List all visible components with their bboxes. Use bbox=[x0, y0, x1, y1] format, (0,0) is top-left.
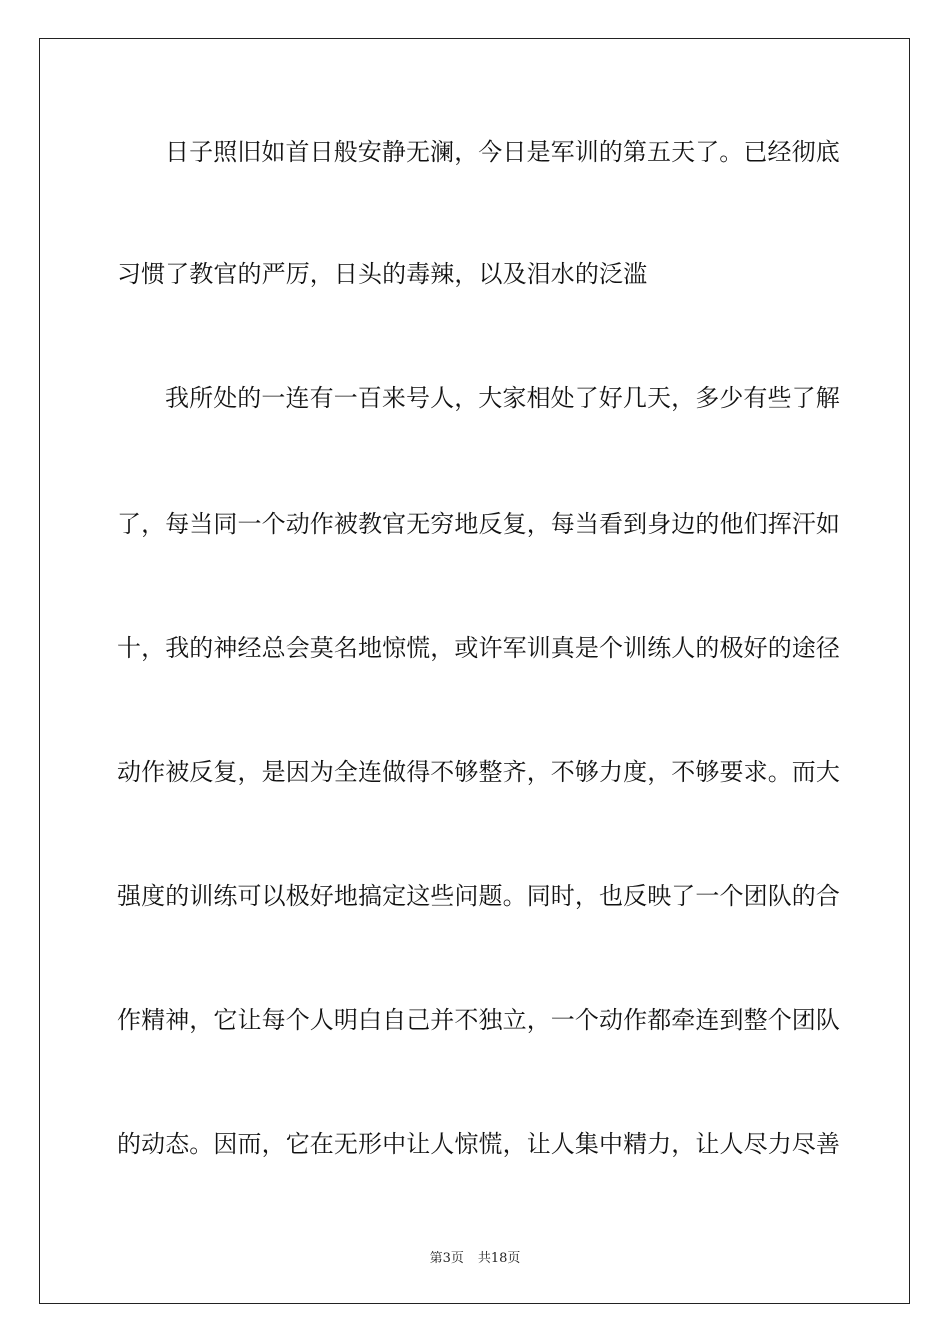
paragraph-line: 我所处的一连有一百来号人，大家相处了好几天，多少有些了解 bbox=[165, 384, 840, 412]
paragraph-line: 强度的训练可以极好地搞定这些问题。同时，也反映了一个团队的合 bbox=[117, 882, 840, 910]
paragraph-line: 十，我的神经总会莫名地惊慌，或许军训真是个训练人的极好的途径 bbox=[117, 634, 840, 662]
paragraph-line: 习惯了教官的严厉，日头的毒辣，以及泪水的泛滥 bbox=[117, 260, 648, 288]
page-border bbox=[39, 38, 910, 1304]
paragraph-line: 动作被反复，是因为全连做得不够整齐，不够力度，不够要求。而大 bbox=[117, 758, 840, 786]
total-pages: 共18页 bbox=[477, 1251, 521, 1266]
paragraph-line: 日子照旧如首日般安静无澜，今日是军训的第五天了。已经彻底 bbox=[165, 138, 840, 166]
paragraph-line: 了，每当同一个动作被教官无穷地反复，每当看到身边的他们挥汗如 bbox=[117, 510, 840, 538]
paragraph-line: 的动态。因而，它在无形中让人惊慌，让人集中精力，让人尽力尽善 bbox=[117, 1130, 840, 1158]
page-footer bbox=[0, 1247, 950, 1266]
paragraph-line: 作精神，它让每个人明白自己并不独立，一个动作都牵连到整个团队 bbox=[117, 1006, 840, 1034]
page-number: 第3页 bbox=[429, 1251, 464, 1266]
